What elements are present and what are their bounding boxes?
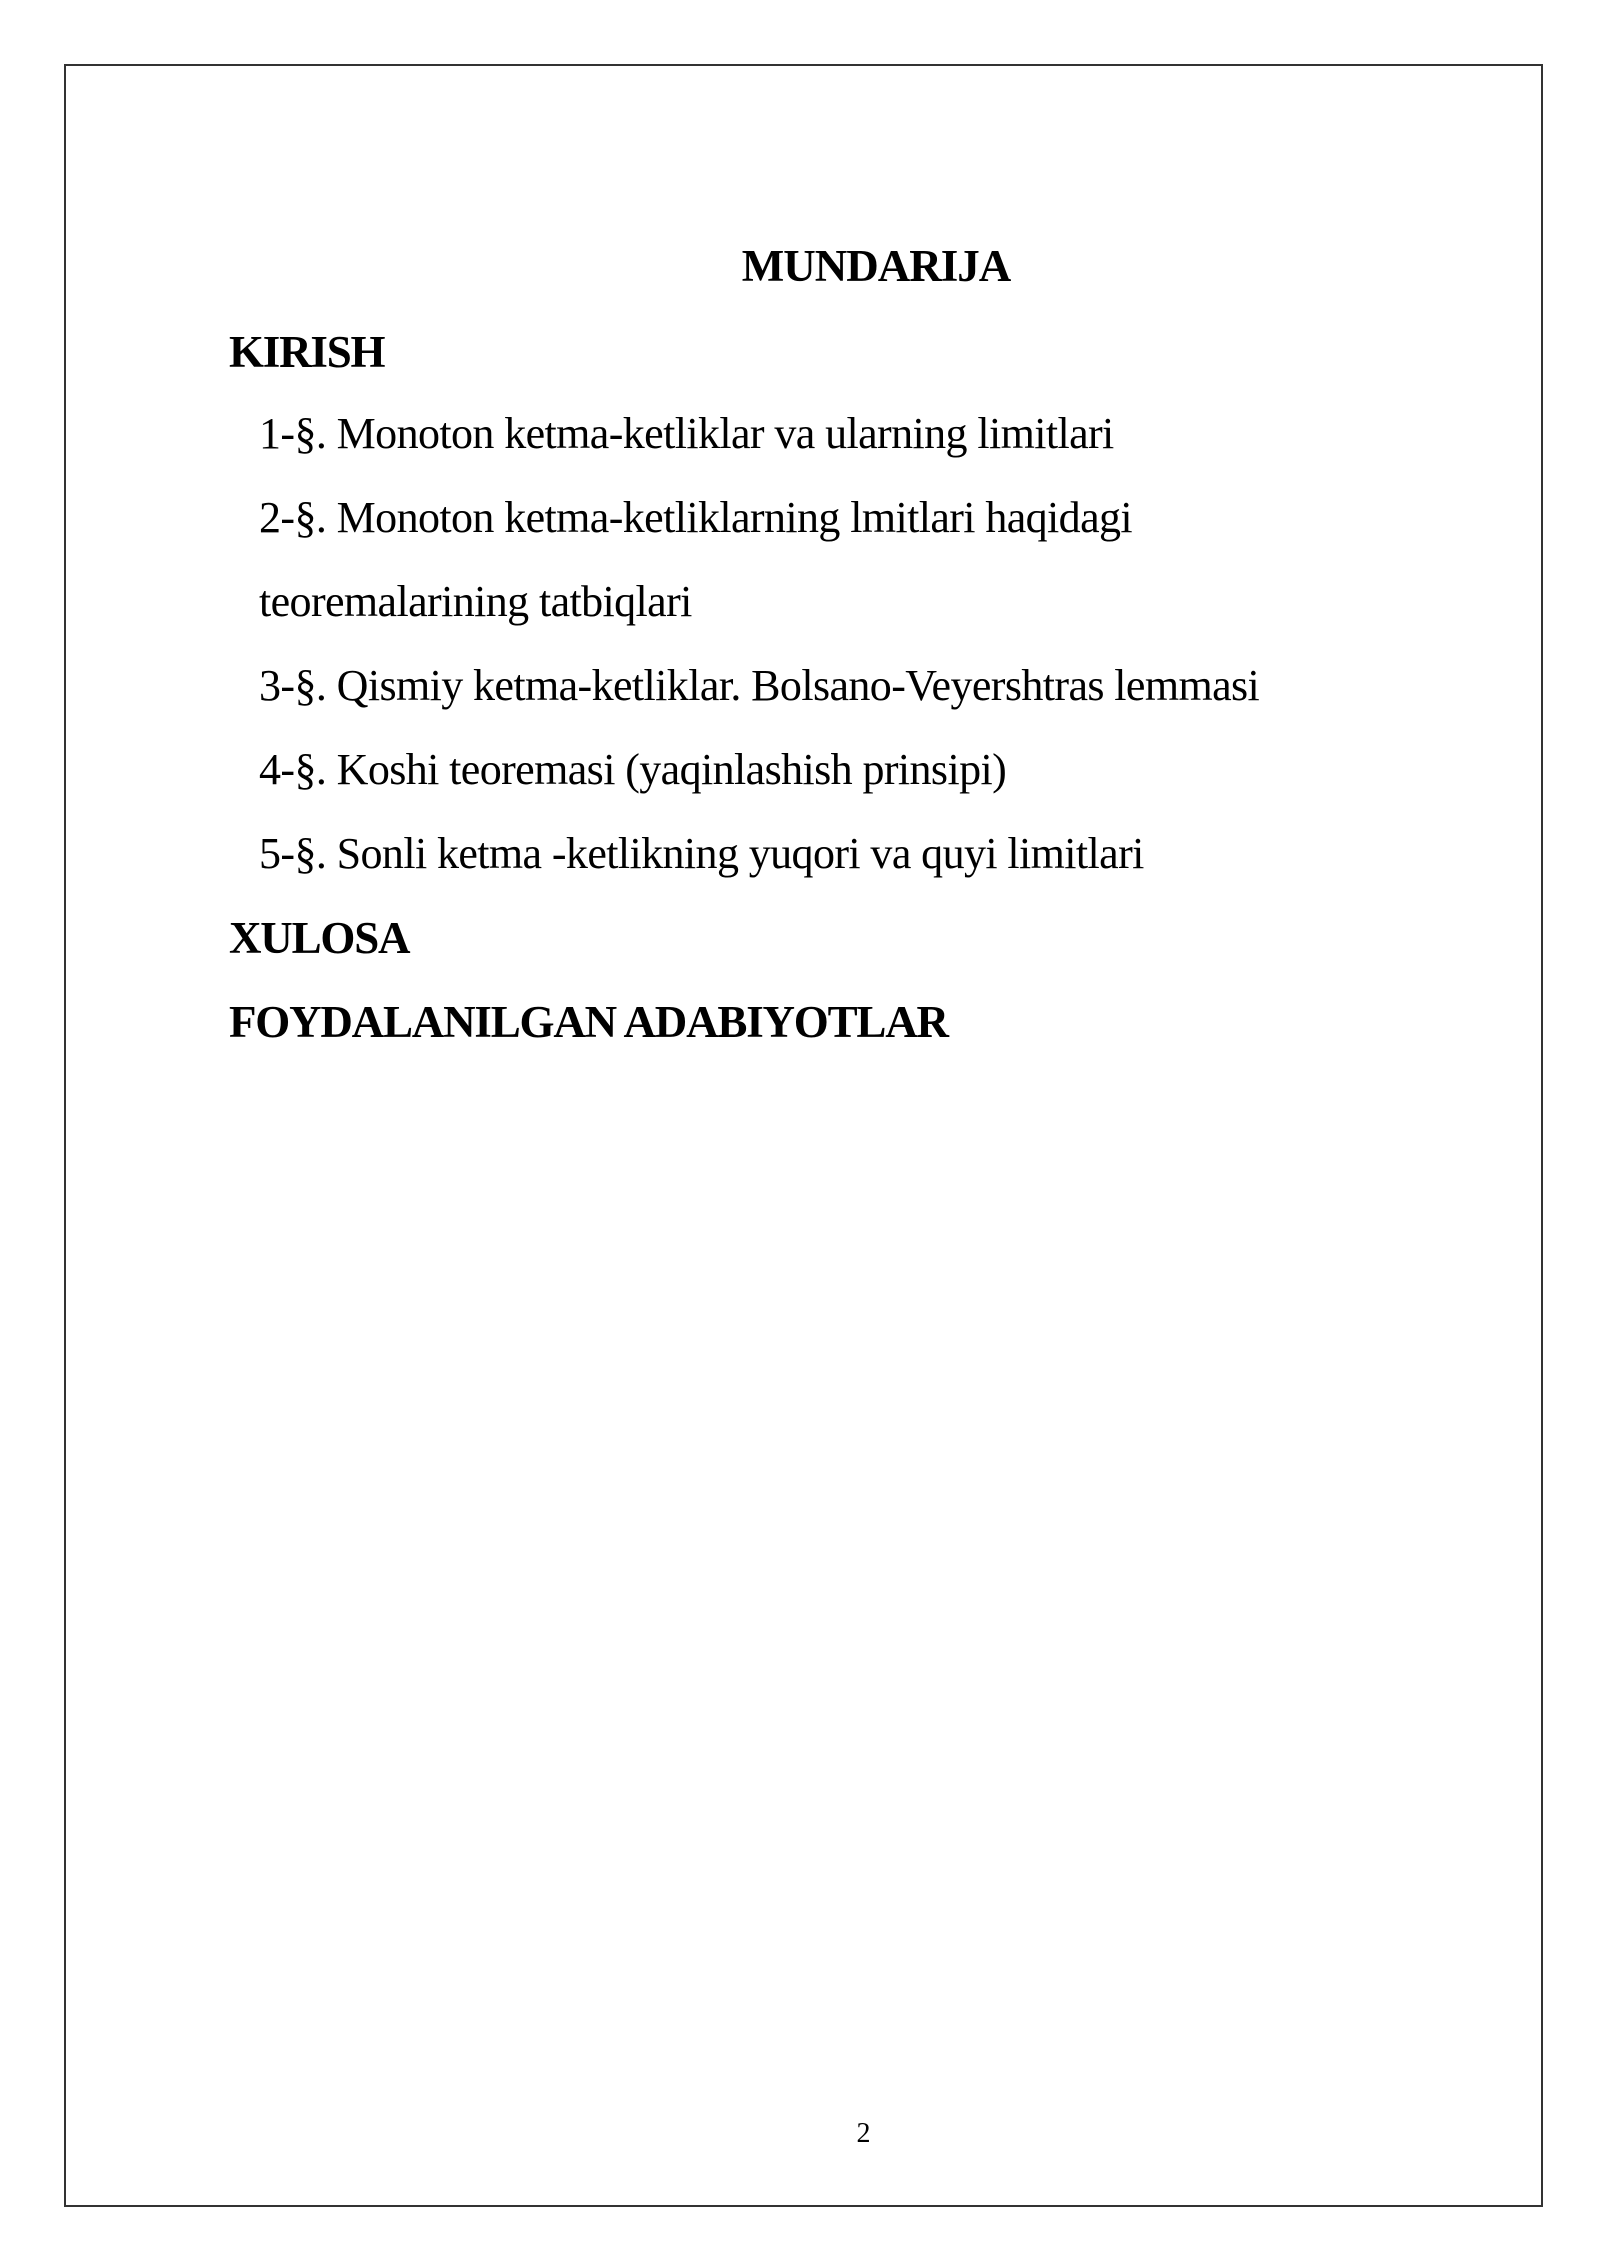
toc-item-section-1: 1-§. Monoton ketma-ketliklar va ularning limitlari [259,409,1114,458]
toc-item-section-4: 4-§. Koshi teoremasi (yaqinlashish prinsipi) [259,745,1007,794]
toc-item-section-2-continued: teoremalarining tatbiqlari [259,577,692,626]
page-number: 2 [856,2118,871,2149]
page-title: MUNDARIJA [741,241,1011,291]
toc-item-references: FOYDALANILGAN ADABIYOTLAR [229,997,948,1047]
toc-item-intro: KIRISH [229,327,385,377]
toc-item-conclusion: XULOSA [229,913,410,963]
toc-item-section-5: 5-§. Sonli ketma -ketlikning yuqori va quyi limitlari [259,829,1144,878]
page-border [64,64,1543,2207]
toc-item-section-3: 3-§. Qismiy ketma-ketliklar. Bolsano-Veyershtras lemmasi [259,661,1260,710]
toc-item-section-2: 2-§. Monoton ketma-ketliklarning lmitlari haqidagi [259,493,1133,542]
